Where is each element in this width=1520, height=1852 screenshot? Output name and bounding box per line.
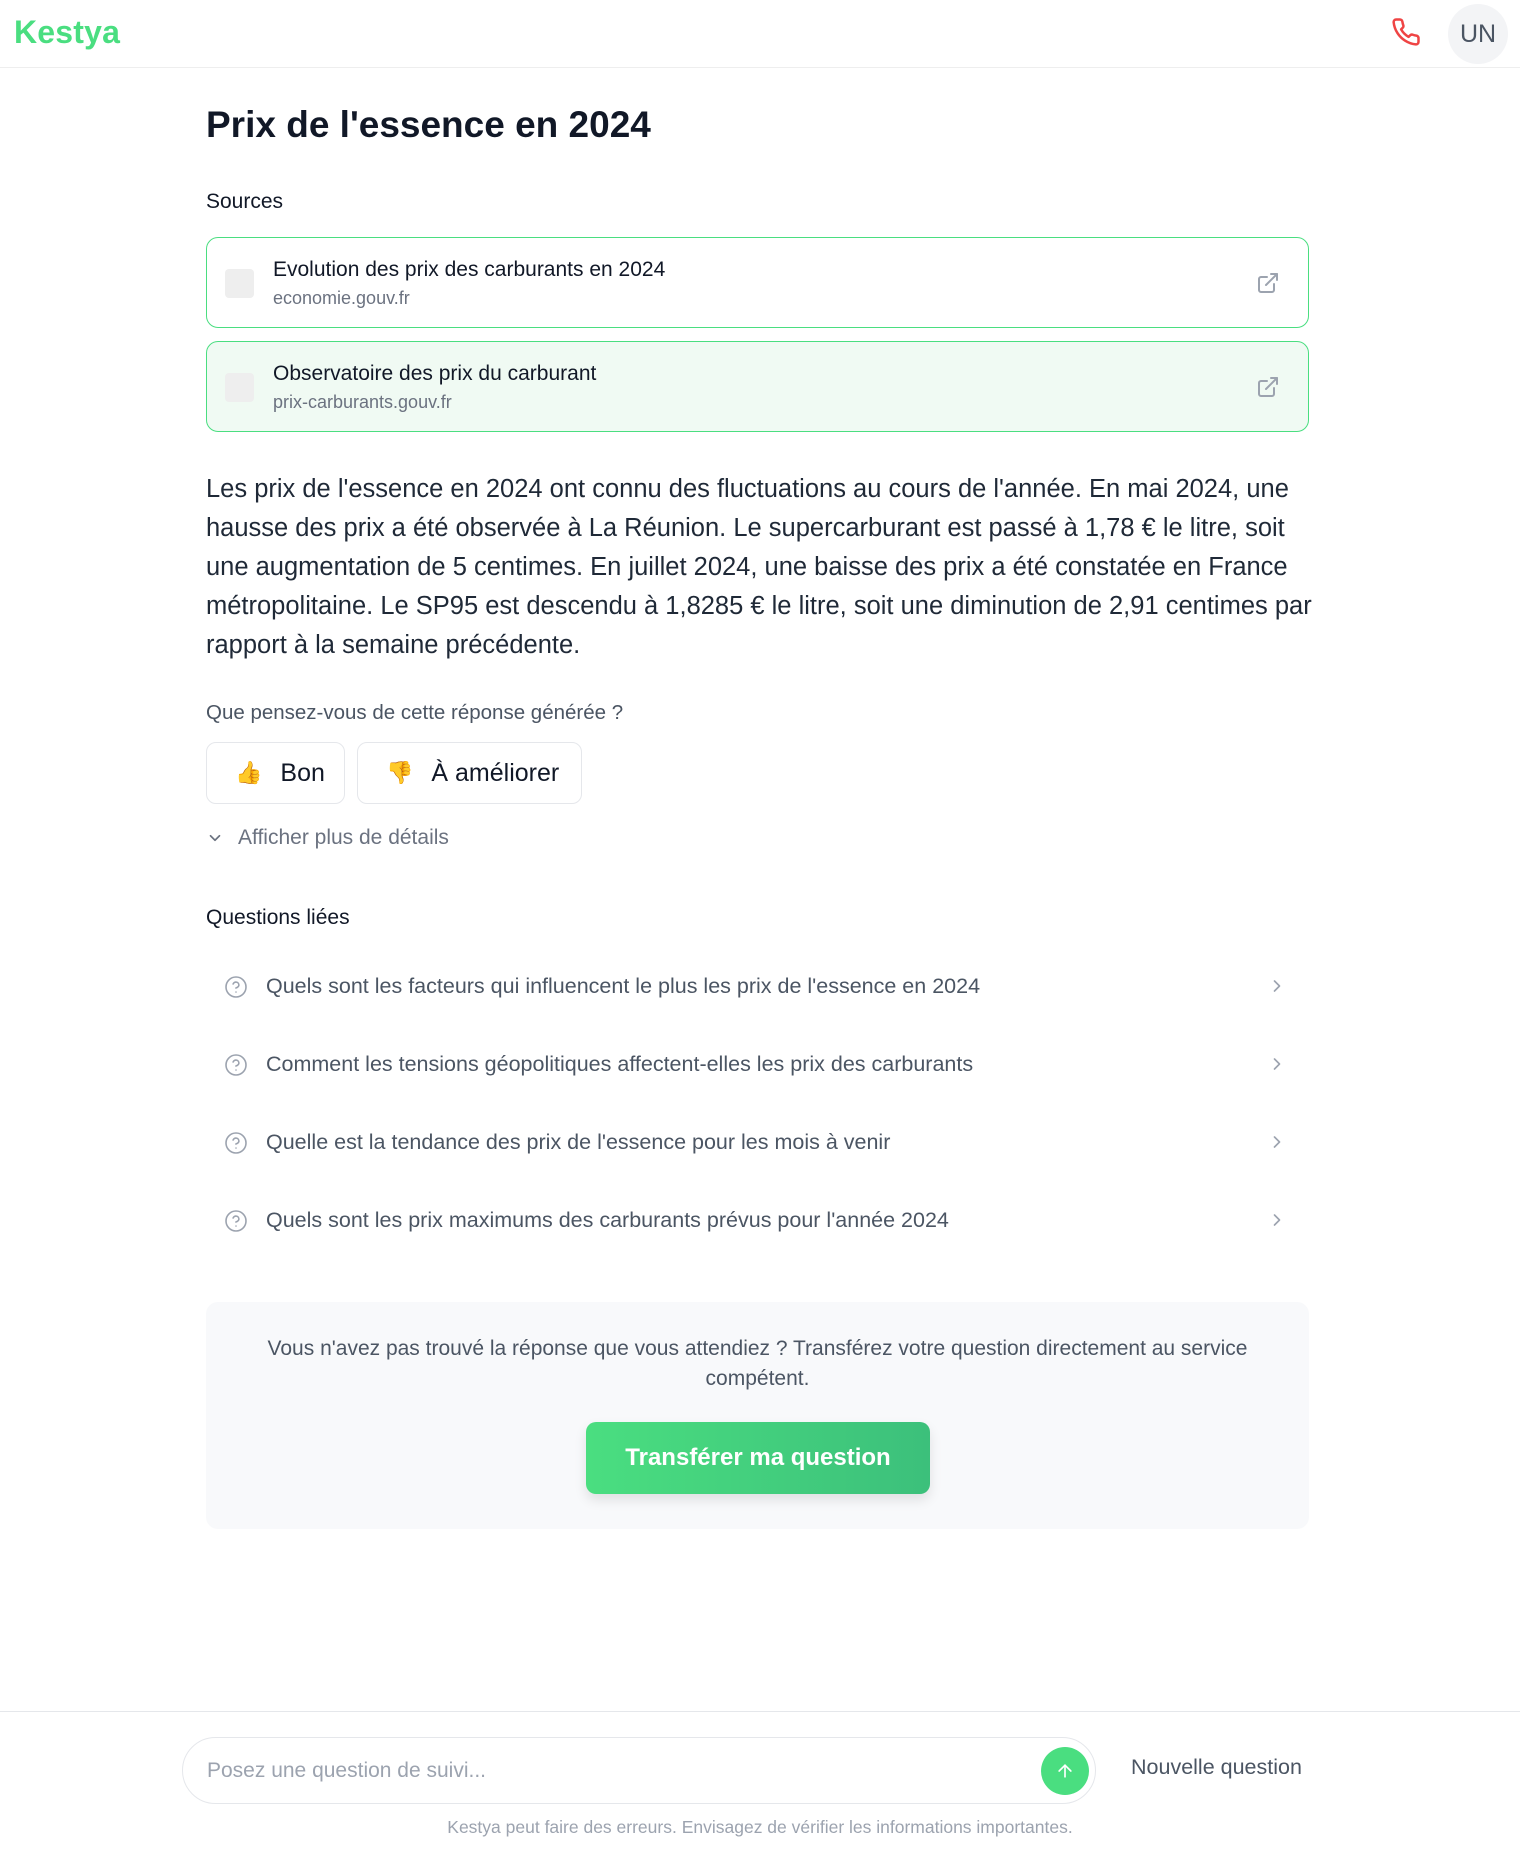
source-favicon xyxy=(225,373,254,402)
new-question-button[interactable]: Nouvelle question xyxy=(1131,1755,1302,1779)
page-title: Prix de l'essence en 2024 xyxy=(206,104,651,145)
related-question-text: Quels sont les facteurs qui influencent le plus les prix de l'essence en 2024 xyxy=(266,973,981,998)
feedback-improve-label: À améliorer xyxy=(431,758,560,787)
source-favicon xyxy=(225,269,254,298)
source-card[interactable] xyxy=(206,237,1309,328)
transfer-panel xyxy=(206,1302,1309,1529)
answer-text: Les prix de l'essence en 2024 ont connu des fluctuations au cours de l'année. En mai 2024, une hausse des prix a été observée à La Réunion. Le supercarburant est passé à 1,78 € le litre, soit une augmentation de 5 centimes. En juillet 2024, une baisse des prix a été constatée en France métropolitaine. Le SP95 est descendu à 1,8285 € le litre, soit une diminution de 2,91 centimes par rapport à la semaine précédente. xyxy=(206,475,1312,659)
source-domain: economie.gouv.fr xyxy=(273,288,410,308)
transfer-prompt: Vous n'avez pas trouvé la réponse que vous attendiez ? Transférez votre question directement au service compétent. xyxy=(267,1337,1248,1390)
chevron-right-icon xyxy=(1267,976,1287,996)
follow-up-bar xyxy=(0,1711,1520,1852)
source-title: Observatoire des prix du carburant xyxy=(273,362,597,385)
related-questions-heading: Questions liées xyxy=(206,906,350,929)
phone-icon xyxy=(1391,17,1421,47)
arrow-up-icon xyxy=(1055,1761,1075,1781)
related-question-text: Comment les tensions géopolitiques affectent-elles les prix des carburants xyxy=(266,1051,974,1076)
follow-up-input[interactable] xyxy=(207,1738,1007,1803)
source-card[interactable] xyxy=(206,341,1309,432)
chevron-down-icon xyxy=(206,829,224,847)
related-question-text: Quelle est la tendance des prix de l'essence pour les mois à venir xyxy=(266,1129,891,1154)
help-circle-icon xyxy=(224,1053,248,1077)
user-avatar[interactable]: UN xyxy=(1448,4,1508,64)
help-circle-icon xyxy=(224,975,248,999)
chevron-right-icon xyxy=(1267,1054,1287,1074)
related-question-item[interactable] xyxy=(206,1189,1309,1251)
follow-up-input-container xyxy=(182,1737,1096,1804)
feedback-prompt: Que pensez-vous de cette réponse générée ? xyxy=(206,701,624,724)
related-question-text: Quels sont les prix maximums des carburants prévus pour l'année 2024 xyxy=(266,1207,949,1232)
chevron-right-icon xyxy=(1267,1132,1287,1152)
feedback-good-label: Bon xyxy=(280,758,325,787)
feedback-improve-button[interactable] xyxy=(357,742,582,804)
thumbs-down-icon: 👎 xyxy=(386,760,414,785)
send-button[interactable] xyxy=(1041,1747,1089,1795)
feedback-good-button[interactable] xyxy=(206,742,345,804)
related-question-item[interactable] xyxy=(206,1111,1309,1173)
top-bar xyxy=(0,0,1520,68)
show-details-toggle[interactable] xyxy=(206,826,449,850)
help-circle-icon xyxy=(224,1131,248,1155)
related-question-item[interactable] xyxy=(206,955,1309,1017)
call-button[interactable] xyxy=(1388,14,1424,50)
related-question-item[interactable] xyxy=(206,1033,1309,1095)
brand-logo[interactable]: Kestya xyxy=(14,14,121,50)
external-link-icon[interactable] xyxy=(1256,375,1280,399)
help-circle-icon xyxy=(224,1209,248,1233)
thumbs-up-icon: 👍 xyxy=(235,760,263,785)
sources-heading: Sources xyxy=(206,190,284,213)
transfer-question-button[interactable]: Transférer ma question xyxy=(586,1422,930,1494)
source-title: Evolution des prix des carburants en 2024 xyxy=(273,258,666,281)
chevron-right-icon xyxy=(1267,1210,1287,1230)
show-details-label: Afficher plus de détails xyxy=(238,826,449,849)
source-domain: prix-carburants.gouv.fr xyxy=(273,392,452,412)
external-link-icon[interactable] xyxy=(1256,271,1280,295)
disclaimer: Kestya peut faire des erreurs. Envisagez de vérifier les informations importantes. xyxy=(447,1817,1073,1837)
